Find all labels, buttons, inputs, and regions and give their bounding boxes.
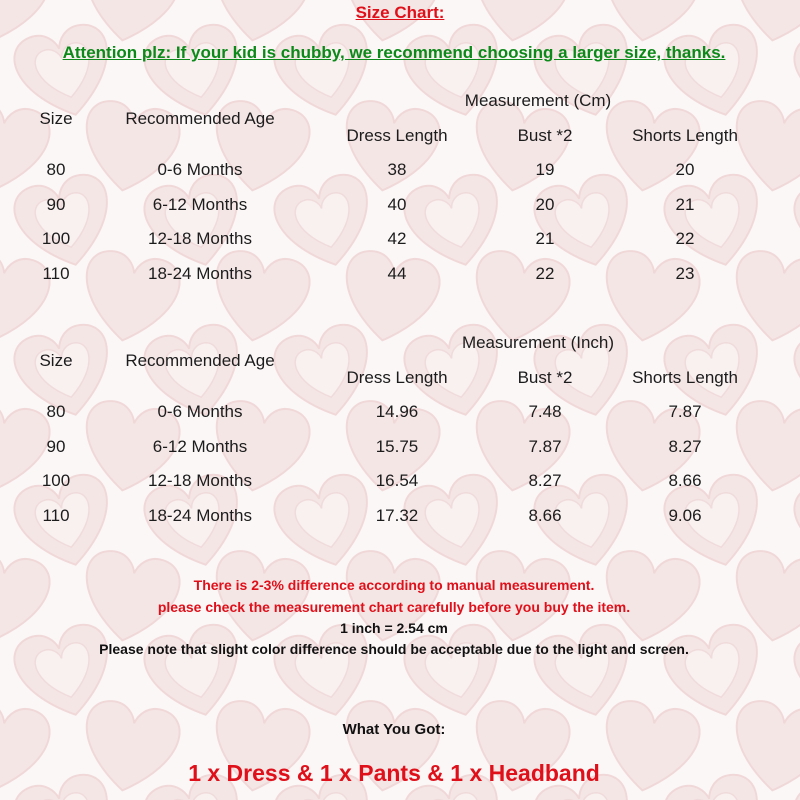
cell-shorts-length: 8.27 [668,437,702,456]
package-contents: 1 x Dress & 1 x Pants & 1 x Headband [188,760,600,786]
column-header-shorts-length: Shorts Length [632,368,738,387]
cell-size: 90 [46,437,66,456]
cell-bust: 7.48 [528,402,562,421]
cell-bust: 8.66 [528,506,562,525]
cell-dress-length: 38 [387,160,407,179]
measurement-difference-note: There is 2-3% difference according to manual measurement. [193,577,595,593]
cell-shorts-length: 9.06 [668,506,702,525]
cell-age: 12-18 Months [148,471,252,490]
page-title: Size Chart: [355,3,445,22]
cell-age: 0-6 Months [157,402,243,421]
inch-conversion-note: 1 inch = 2.54 cm [340,620,448,636]
cell-bust: 7.87 [528,437,562,456]
column-header-bust: Bust *2 [517,368,573,387]
measurement-unit-header: Measurement (Cm) [464,91,612,110]
cell-age: 18-24 Months [148,506,252,525]
cell-dress-length: 44 [387,264,407,283]
column-header-dress-length: Dress Length [346,126,448,145]
cell-dress-length: 16.54 [375,471,419,490]
cell-age: 12-18 Months [148,229,252,248]
cell-dress-length: 15.75 [375,437,419,456]
cell-age: 18-24 Months [148,264,252,283]
cell-size: 90 [46,195,66,214]
cell-size: 110 [42,264,70,283]
cell-bust: 20 [535,195,555,214]
cell-bust: 8.27 [528,471,562,490]
what-you-got-label: What You Got: [342,721,446,738]
cell-dress-length: 14.96 [375,402,419,421]
column-header-age: Recommended Age [125,351,275,370]
cell-size: 80 [46,402,66,421]
cell-size: 100 [41,229,71,248]
cell-dress-length: 40 [387,195,407,214]
cell-bust: 19 [535,160,555,179]
column-header-dress-length: Dress Length [346,368,448,387]
cell-age: 0-6 Months [157,160,243,179]
cell-shorts-length: 21 [675,195,695,214]
color-difference-note: Please note that slight color difference should be acceptable due to the light and screen. [99,641,689,657]
column-header-age: Recommended Age [125,109,275,128]
cell-age: 6-12 Months [152,195,248,214]
cell-shorts-length: 20 [675,160,695,179]
cell-shorts-length: 23 [675,264,695,283]
column-header-size: Size [39,109,73,128]
check-chart-note: please check the measurement chart carefully before you buy the item. [157,599,631,615]
cell-dress-length: 42 [387,229,407,248]
column-header-shorts-length: Shorts Length [632,126,738,145]
cell-age: 6-12 Months [152,437,248,456]
attention-notice: Attention plz: If your kid is chubby, we recommend choosing a larger size, thanks. [62,43,726,62]
cell-size: 80 [46,160,66,179]
cell-shorts-length: 7.87 [668,402,702,421]
column-header-bust: Bust *2 [517,126,573,145]
cell-size: 100 [41,471,71,490]
cell-bust: 22 [535,264,555,283]
cell-dress-length: 17.32 [375,506,419,525]
cell-bust: 21 [535,229,555,248]
cell-size: 110 [42,506,70,525]
column-header-size: Size [39,351,73,370]
cell-shorts-length: 8.66 [668,471,702,490]
cell-shorts-length: 22 [675,229,695,248]
measurement-unit-header: Measurement (Inch) [461,333,615,352]
